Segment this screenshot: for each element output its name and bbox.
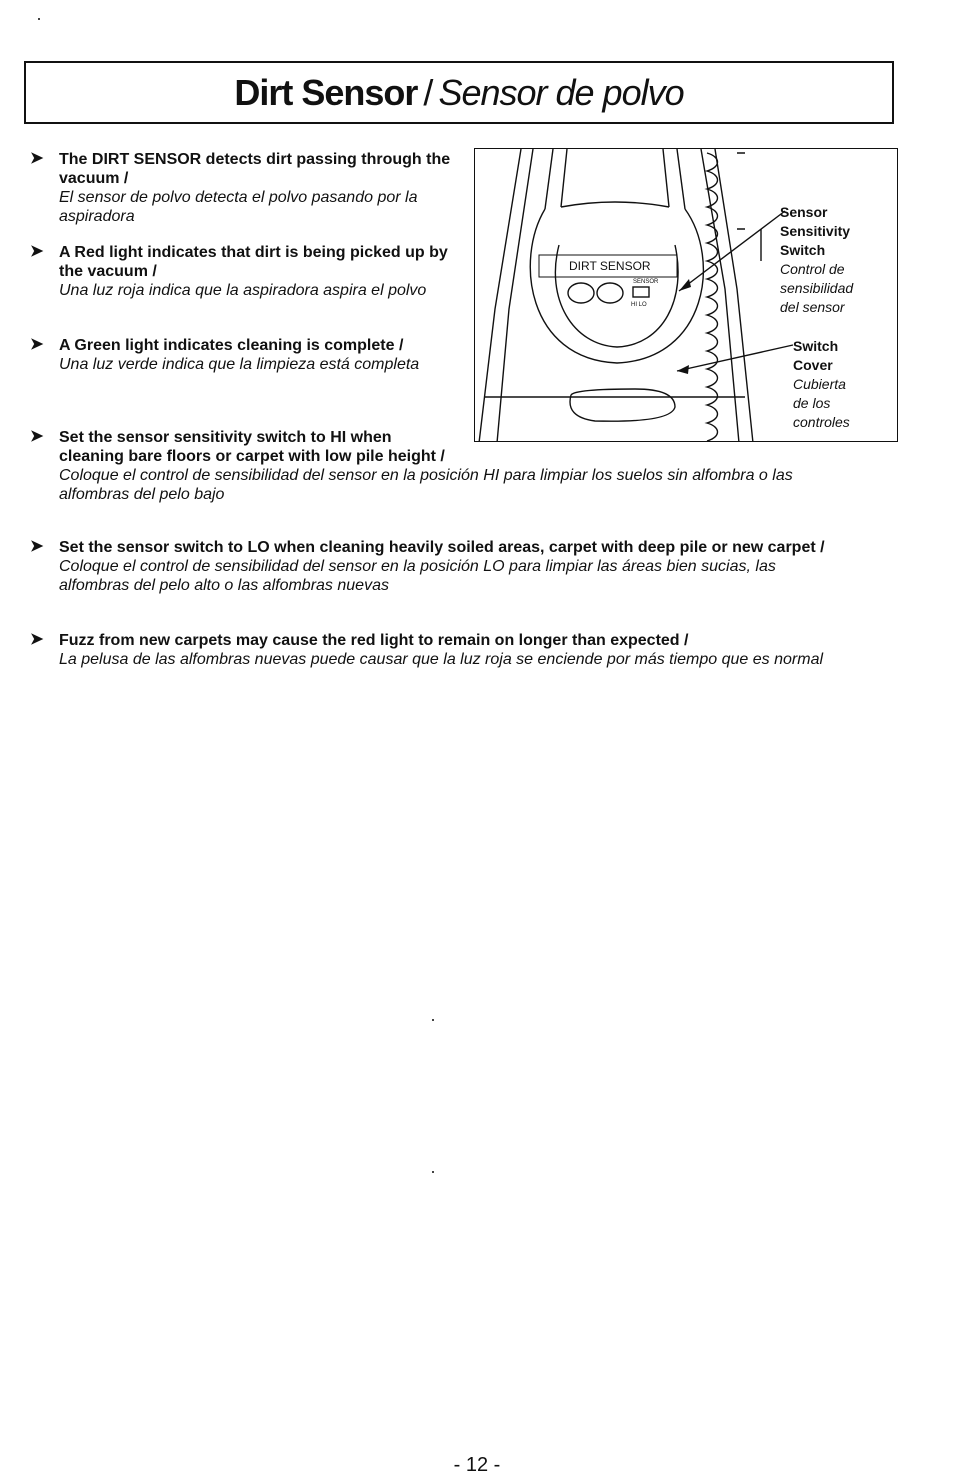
bullet-arrow-icon: ➤ xyxy=(30,428,44,445)
page-title xyxy=(24,61,894,124)
bullet-arrow-icon: ➤ xyxy=(30,538,44,555)
panel-label: DIRT SENSOR xyxy=(569,259,651,273)
callout-cover-en-2: Cover xyxy=(793,357,833,373)
callout-sensitivity-es-3: del sensor xyxy=(780,299,845,315)
callout-sensitivity-switch xyxy=(780,203,853,317)
bullet-5-english: Set the sensor switch to LO when cleaning heavily soiled areas, carpet with deep pile or new carpet / xyxy=(59,539,825,556)
callout-switch-cover xyxy=(793,337,850,432)
bullet-1-spanish: El sensor de polvo detecta el polvo pasando por la aspiradora xyxy=(59,189,418,225)
callout-sensitivity-es-1: Control de xyxy=(780,261,845,277)
switch-label-bottom: HI LO xyxy=(631,302,647,308)
callout-sensitivity-en-1: Sensor xyxy=(780,204,828,220)
callout-sensitivity-es-2: sensibilidad xyxy=(780,280,854,296)
title-spanish: Sensor de polvo xyxy=(438,71,684,113)
page-number: - 12 - xyxy=(453,1454,501,1476)
bullet-2-english: A Red light indicates that dirt is being picked up by the vacuum / xyxy=(59,244,448,280)
bullet-5-spanish: Coloque el control de sensibilidad del sensor en la posición LO para limpiar las áreas bien sucias, las alfombras del pelo alto o las alfombras nuevas xyxy=(59,558,776,594)
callout-cover-es-1: Cubierta xyxy=(793,376,846,392)
bullet-arrow-icon: ➤ xyxy=(30,631,44,648)
bullet-arrow-icon: ➤ xyxy=(30,336,44,353)
bullet-3-spanish: Una luz verde indica que la limpieza está completa xyxy=(59,356,420,373)
scan-speck xyxy=(432,1019,434,1021)
bullet-4-spanish: Coloque el control de sensibilidad del sensor en la posición HI para limpiar los suelos sin alfombra o las alfombras del pelo bajo xyxy=(59,467,793,503)
callout-sensitivity-en-2: Sensitivity xyxy=(780,223,851,239)
callout-cover-es-2: de los xyxy=(793,395,831,411)
bullet-3-english: A Green light indicates cleaning is complete / xyxy=(59,337,404,354)
bullet-6-spanish: La pelusa de las alfombras nuevas puede causar que la luz roja se enciende por más tiempo que es normal xyxy=(59,651,824,668)
callout-cover-es-3: controles xyxy=(793,414,850,430)
dirt-sensor-illustration xyxy=(474,148,898,442)
bullet-1-english: The DIRT SENSOR detects dirt passing through the vacuum / xyxy=(59,151,451,187)
callout-cover-en-1: Switch xyxy=(793,338,839,354)
bullet-arrow-icon: ➤ xyxy=(30,243,44,260)
title-separator: / xyxy=(423,71,433,113)
callout-sensitivity-en-3: Switch xyxy=(780,242,826,258)
switch-label-top: SENSOR xyxy=(633,279,659,285)
title-english: Dirt Sensor xyxy=(234,71,418,113)
bullet-6-english: Fuzz from new carpets may cause the red light to remain on longer than expected / xyxy=(59,632,689,649)
bullet-4-english: Set the sensor sensitivity switch to HI when cleaning bare floors or carpet with low pile height / xyxy=(59,429,445,465)
bullet-arrow-icon: ➤ xyxy=(30,150,44,167)
scan-speck xyxy=(38,18,40,20)
bullet-2-spanish: Una luz roja indica que la aspiradora aspira el polvo xyxy=(59,282,427,299)
scan-speck xyxy=(432,1171,434,1173)
